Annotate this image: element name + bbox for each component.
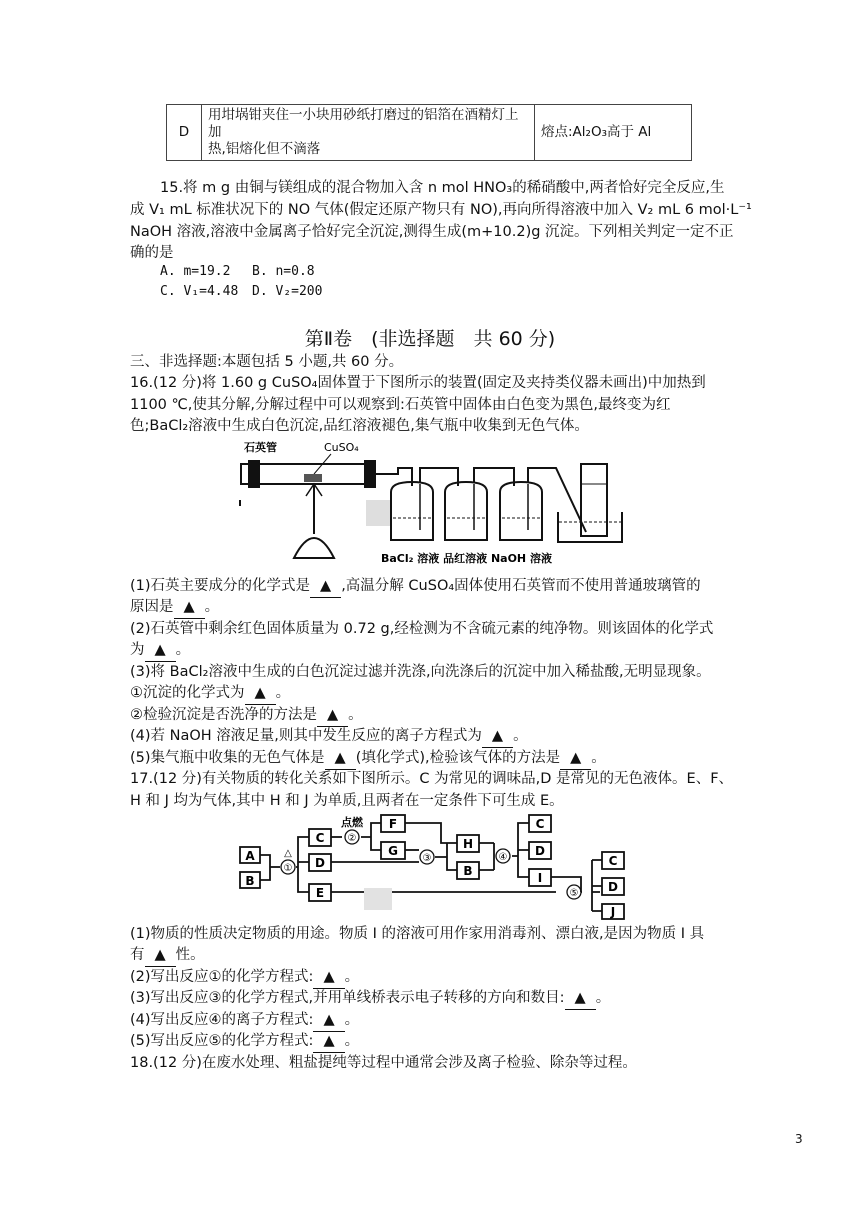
page-number: 3	[795, 1132, 803, 1146]
q15-option-b: B. n=0.8	[252, 264, 315, 279]
q15-option-a: A. m=19.2	[160, 264, 231, 279]
box-i: I	[537, 871, 543, 885]
q16-sub3-2: ②检验沉淀是否洗净的方法是 ▲ 。	[130, 705, 363, 727]
q17-sub5: (5)写出反应⑤的化学方程式: ▲ 。	[130, 1031, 359, 1053]
q17-sub2: (2)写出反应①的化学方程式: ▲ 。	[130, 967, 359, 989]
stopper-right	[364, 460, 376, 488]
operation-cell	[202, 105, 535, 161]
box-j: J	[610, 905, 616, 919]
q18-line1: 18.(12 分)在废水处理、粗盐提纯等过程中通常会涉及离子检验、除杂等过程。	[130, 1055, 637, 1071]
q16-sub1: (1)石英主要成分的化学式是 ▲ ,高温分解 CuSO₄固体使用石英管而不使用普通玻璃管的	[130, 576, 701, 598]
q17-sub3: (3)写出反应③的化学方程式,并用单线桥表示电子转移的方向和数目: ▲ 。	[130, 988, 610, 1010]
q17-sub1: (1)物质的性质决定物质的用途。物质 I 的溶液可用作家用消毒剂、漂白液,是因为物质 I 具	[130, 926, 705, 942]
box-f: F	[388, 817, 398, 831]
q16-sub2: (2)石英管中剩余红色固体质量为 0.72 g,经检测为不含硫元素的纯净物。则该固体的化学式	[130, 621, 714, 637]
q16-sub3: (3)将 BaCl₂溶液中生成的白色沉淀过滤并洗涤,向洗涤后的沉淀中加入稀盐酸,无明显现象。	[130, 664, 711, 680]
box-a: A	[245, 849, 255, 863]
q15-line2: 成 V₁ mL 标准状况下的 NO 气体(假定还原产物只有 NO),再向所得溶液中加入 V₂ mL 6 mol·L⁻¹	[130, 202, 752, 218]
q15-line4: 确的是	[130, 245, 174, 261]
label-cuso4: CuSO₄	[324, 441, 359, 454]
stopper-left	[248, 460, 260, 488]
section-intro: 三、非选择题:本题包括 5 小题,共 60 分。	[130, 354, 404, 370]
smudge	[366, 500, 390, 526]
table-row	[167, 105, 692, 161]
option-table	[166, 104, 692, 161]
label-ignite: 点燃	[341, 816, 363, 829]
smudge	[364, 888, 392, 910]
box-e: E	[315, 886, 325, 900]
q16-sub3-1: ①沉淀的化学式为 ▲ 。	[130, 683, 290, 705]
q16-sub1-cont: 原因是 ▲ 。	[130, 597, 219, 619]
label-bottles: BaCl₂ 溶液 品红溶液 NaOH 溶液	[381, 552, 552, 565]
operation-line: 热,铝熔化但不滴落	[208, 141, 321, 157]
box-c2: C	[535, 817, 545, 831]
q16-sub5: (5)集气瓶中收集的无色气体是 ▲ (填化学式),检验该气体的方法是 ▲ 。	[130, 748, 606, 770]
box-d: D	[315, 856, 325, 870]
box-b2: B	[463, 864, 473, 878]
label-quartz: 石英管	[244, 441, 277, 454]
transformation-diagram	[236, 812, 626, 920]
step-4: ④	[498, 852, 508, 863]
step-1: ①	[283, 863, 293, 874]
box-g: G	[388, 844, 398, 858]
q15-line3: NaOH 溶液,溶液中金属离子恰好完全沉淀,测得生成(m+10.2)g 沉淀。下列相关判定一定不正	[130, 224, 734, 240]
box-d3: D	[608, 880, 618, 894]
box-h: H	[462, 837, 474, 851]
operation-line: 用坩埚钳夹住一小块用砂纸打磨过的铝箔在酒精灯上加	[208, 107, 519, 140]
q16-line3: 色;BaCl₂溶液中生成白色沉淀,品红溶液褪色,集气瓶中收集到无色气体。	[130, 418, 589, 434]
q15-option-d: D. V₂=200	[252, 284, 323, 299]
apparatus-figure	[236, 436, 626, 572]
q16-sub4: (4)若 NaOH 溶液足量,则其中发生反应的离子方程式为 ▲ 。	[130, 726, 528, 748]
q16-sub2-cont: 为 ▲ 。	[130, 640, 190, 662]
q17-sub1-cont: 有 ▲ 性。	[130, 945, 205, 967]
q15-option-c: C. V₁=4.48	[160, 284, 239, 299]
box-c: C	[315, 831, 325, 845]
box-d2: D	[535, 844, 545, 858]
row-label: D	[167, 105, 202, 161]
q17-line1: 17.(12 分)有关物质的转化关系如下图所示。C 为常见的调味品,D 是常见的无色液体。E、F、	[130, 771, 734, 787]
step-3: ③	[422, 853, 432, 864]
label-heat: △	[284, 848, 292, 859]
conclusion-cell: 熔点:Al₂O₃高于 Al	[535, 105, 692, 161]
q17-sub4: (4)写出反应④的离子方程式: ▲ 。	[130, 1010, 359, 1032]
box-c3: C	[608, 854, 618, 868]
q17-line2: H 和 J 均为气体,其中 H 和 J 为单质,且两者在一定条件下可生成 E。	[130, 793, 564, 809]
q15-line1: 15.将 m g 由铜与镁组成的混合物加入含 n mol HNO₃的稀硝酸中,两者恰好完全反应,生	[160, 180, 725, 196]
box-b: B	[245, 874, 255, 888]
step-2: ②	[347, 833, 357, 844]
q16-line1: 16.(12 分)将 1.60 g CuSO₄固体置于下图所示的装置(固定及夹持类仪器未画出)中加热到	[130, 375, 706, 391]
q16-line2: 1100 ℃,使其分解,分解过程中可以观察到:石英管中固体由白色变为黑色,最终变为红	[130, 397, 671, 413]
part-title: 第Ⅱ卷 (非选择题 共 60 分)	[304, 328, 556, 350]
step-5: ⑤	[569, 888, 579, 899]
